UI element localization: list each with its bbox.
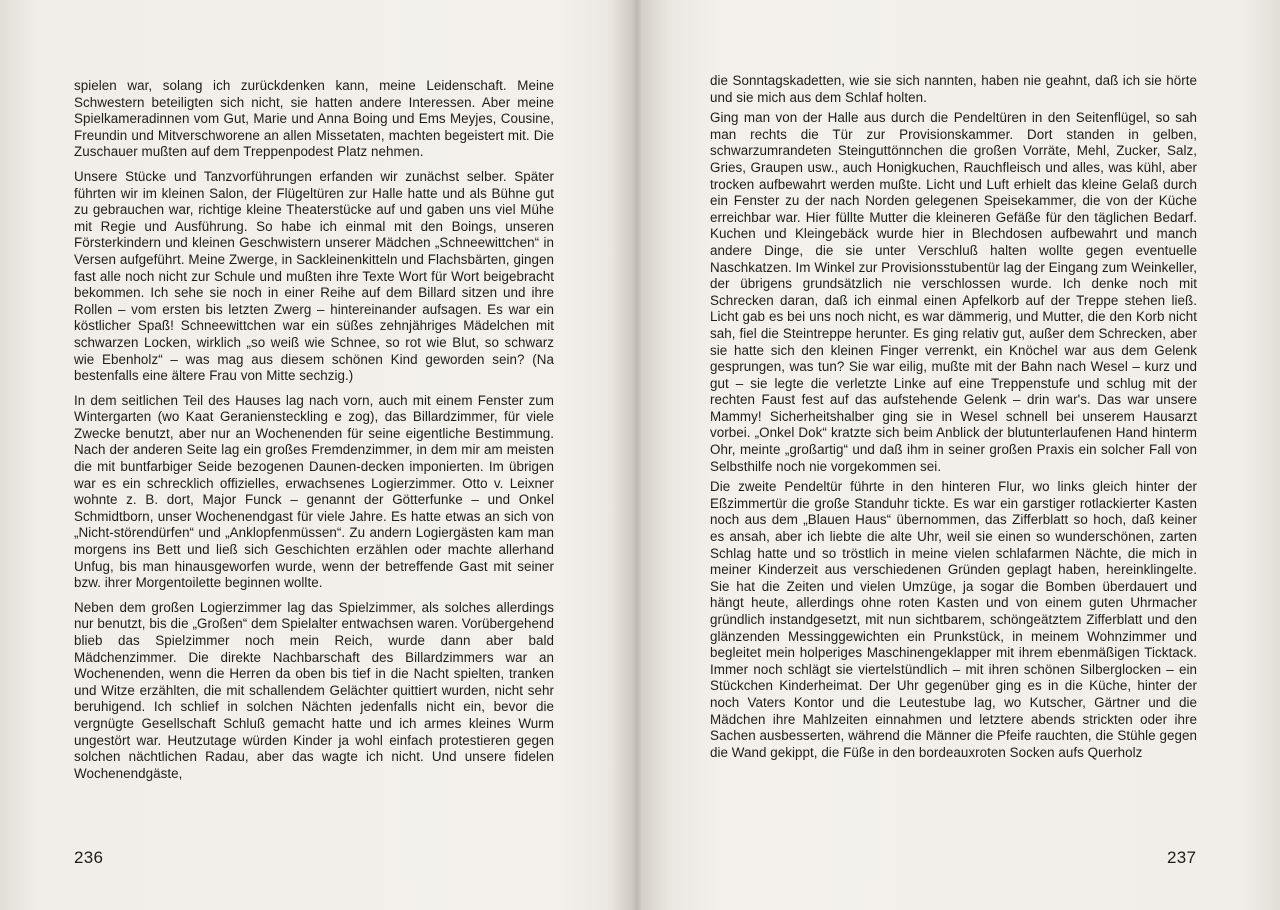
paragraph: In dem seitlichen Teil des Hauses lag nach vorn, auch mit einem Fenster zum Wintergarten (wo Kaat Geraniensteckling e zog), das Billardzimmer, für viele Zwecke benutzt, aber nur an Wochenenden für seine eigentliche Bestimmung. Nach der anderen Seite lag ein großes Fremdenzimmer, in dem mir am meisten die mit buntfarbiger Seide bezogenen Daunen-decken imponierten. Im übrigen war es ein schrecklich offizielles, erwachsenes Logierzimmer. Otto v. Leixner wohnte z. B. dort, Major Funck – genannt der Götterfunke – und Onkel Schmidtborn, unser Wochenendgast für viele Jahre. Es hatte etwas an sich von „Nicht-störendürfen“ und „Anklopfenmüssen“. Zu andern Logiergästen kam man morgens ins Bett und ließ sich Geschichten erzählen oder machte allerhand Unfug, bis man hinausgeworfen wurde, wenn der betreffende Gast mit seiner bzw. ihrer Morgentoilette beginnen wollte.	[74, 392, 554, 591]
page-number: 236	[74, 848, 104, 867]
right-page-text	[710, 73, 1197, 769]
page-number: 237	[1167, 848, 1197, 867]
paragraph: Unsere Stücke und Tanzvorführungen erfanden wir zunächst selber. Später führten wir im kleinen Salon, der Flügeltüren zur Halle hatte und als Bühne gut zu gebrauchen war, richtige kleine Theaterstücke auf und gaben uns viel Mühe mit Regie und Ausführung. So habe ich einmal mit den Boings, unseren Försterkindern und kleinen Geschwistern unserer Mädchen „Schneewittchen“ in Versen aufgeführt. Meine Zwerge, in Sackleinenkitteln und Flachsbärten, gingen fast alle noch nicht zur Schule und mußten ihre Texte Wort für Wort beigebracht bekommen. Ich sehe sie noch in einer Reihe auf dem Billard sitzen und ihre Rollen – vom ersten bis letzten Zwerg – hintereinander aufsagen. Es war ein köstlicher Spaß! Schneewittchen war ein süßes zehnjähriges Mädelchen mit schwarzen Locken, wirklich „so weiß wie Schnee, so rot wie Blut, so schwarz wie Ebenholz“ – was mag aus diesem schönen Kind geworden sein? (Na bestenfalls eine ältere Frau von Mitte sechzig.)	[74, 168, 554, 384]
paragraph: Die zweite Pendeltür führte in den hinteren Flur, wo links gleich hinter der Eßzimmertür die große Standuhr tickte. Es war ein garstiger rotlackierter Kasten noch aus dem „Blauen Haus“ übernommen, das Zifferblatt so hoch, daß keiner es ansah, aber ich liebte die alte Uhr, weil sie einen so wunderschönen, zarten Schlag hatte und so tröstlich in meine vielen schlafarmen Nächte, die mich in meiner Kinderzeit aus verschiedenen Gründen geplagt haben, hereinklingelte. Sie hat die Zeiten und vielen Umzüge, ja sogar die Bomben überdauert und hängt heute, allerdings ohne roten Kasten und von einem guten Uhrmacher gründlich instandgesetzt, mit nun sichtbarem, schöngeätztem Zifferblatt und den glänzenden Messinggewichten ein Prunkstück, in meinem Wohnzimmer und begleitet mein holperiges Maschinengeklapper mit ihrem ebenmäßigen Ticktack. Immer noch schlägt sie viertelstündlich – mit ihren schönen Silberglocken – ein Stückchen Kinderheimat. Der Uhr gegenüber ging es in die Küche, hinter der noch Vaters Kontor und die Leutestube lag, wo Kutscher, Gärtner und die Mädchen ihre Mahlzeiten einnahmen und letztere abends strickten oder ihre Sachen ausbesserten, während die Männer die Pfeife rauchten, die Stühle gegen die Wand gekippt, die Füße in den bordeauxroten Socken aufs Querholz	[710, 479, 1197, 760]
left-page-text	[74, 78, 554, 790]
paragraph: die Sonntagskadetten, wie sie sich nannten, haben nie geahnt, daß ich sie hörte und sie mich aus dem Schlaf holten.	[710, 73, 1197, 105]
left-page	[0, 0, 637, 910]
paragraph: Ging man von der Halle aus durch die Pendeltüren in den Seitenflügel, so sah man rechts die Tür zur Provisionskammer. Dort standen in gelben, schwarzumrandeten Steinguttönnchen die großen Vorräte, Mehl, Zucker, Salz, Gries, Graupen usw., auch Honigkuchen, Rauchfleisch und alles, was kühl, aber trocken aufbewahrt werden mußte. Licht und Luft erhielt das kleine Gelaß durch ein Fenster zu der nach Norden gelegenen Speisekammer, die von der Küche erreichbar war. Hier füllte Mutter die kleineren Gefäße für den täglichen Bedarf. Kuchen und Kleingebäck wurde hier in Blechdosen aufbewahrt und manch andere Dinge, die sie unter Verschluß halten wollte gegen eventuelle Naschkatzen. Im Winkel zur Provisionsstubentür lag der Eingang zum Weinkeller, der übrigens grundsätzlich nie verschlossen wurde. Ich denke noch mit Schrecken daran, daß ich einmal einen Apfelkorb auf der Treppe stehen ließ. Licht gab es bei uns noch nicht, es war dämmerig, und Mutter, die den Korb nicht sah, fiel die Steintreppe herunter. Es ging relativ gut, außer dem Schrecken, aber sie hatte sich den kleinen Finger verrenkt, ein Knöchel war aus dem Gelenk gesprungen, was tun? Sie war eilig, mußte mit der Bahn nach Wesel – kurz und gut – sie legte die verletzte Linke auf eine Treppenstufe und schlug mit der rechten Faust fest auf das aufstehende Gelenk – drin war's. Das war unsere Mammy! Sicherheitshalber ging sie in Wesel schnell bei unserem Hausarzt vorbei. „Onkel Dok“ kratzte sich beim Anblick der blutunterlaufenen Hand hinterm Ohr, meinte „großartig“ und daß ihm in seiner großen Praxis ein solcher Fall von Selbsthilfe noch nie vorgekommen sei.	[710, 110, 1197, 474]
paragraph: Neben dem großen Logierzimmer lag das Spielzimmer, als solches allerdings nur benutzt, bis die „Großen“ dem Spielalter entwachsen waren. Vorübergehend blieb das Spielzimmer noch mein Reich, wurde dann aber bald Mädchenzimmer. Die direkte Nachbarschaft des Billardzimmers war an Wochenenden, wenn die Herren da oben bis tief in die Nacht spielten, tranken und Witze erzählten, die mit schallendem Gelächter quittiert wurden, nicht sehr beruhigend. Ich schlief in solchen Nächten jedenfalls nicht ein, bevor die vergnügte Gesellschaft Schluß gemacht hatte und ich armes kleines Wurm ungestört war. Heutzutage würden Kinder ja wohl einfach protestieren gegen solchen nächtlichen Radau, aber das wagte ich nicht. Und unsere fidelen Wochenendgäste,	[74, 599, 554, 781]
paragraph: spielen war, solang ich zurückdenken kann, meine Leidenschaft. Meine Schwestern beteiligten sich nicht, sie hatten andere Interessen. Aber meine Spielkameradinnen vom Gut, Marie und Anna Boing und Ems Meyjes, Cousine, Freundin und Mitverschworene an allen Missetaten, machten begeistert mit. Die Zuschauer mußten auf dem Treppenpodest Platz nehmen.	[74, 78, 554, 160]
right-page	[637, 0, 1280, 910]
